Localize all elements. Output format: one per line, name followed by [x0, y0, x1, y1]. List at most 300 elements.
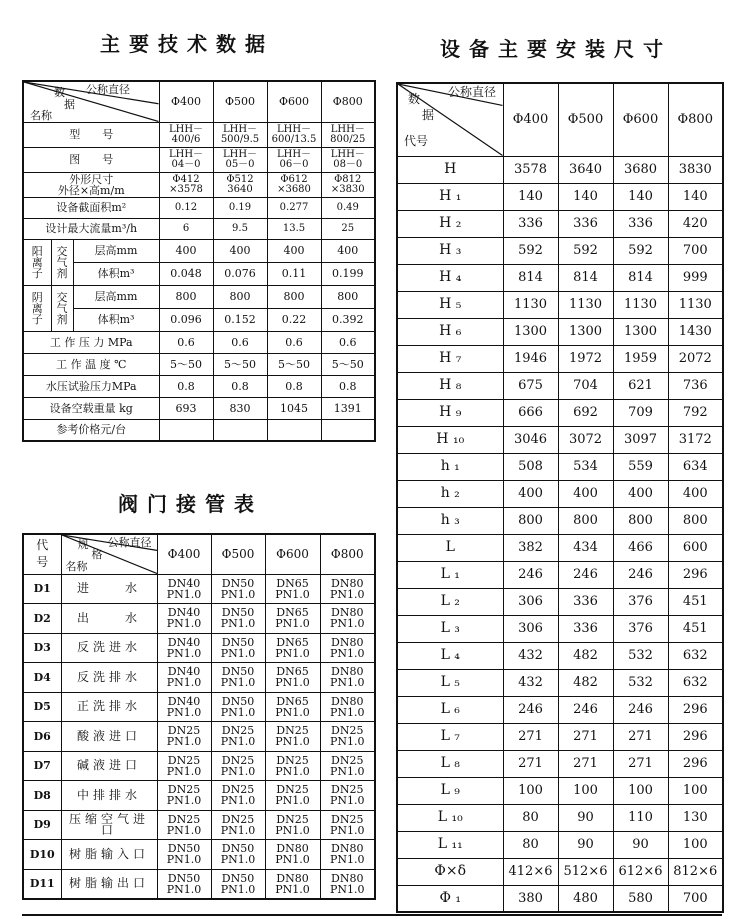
cell: 480 [558, 885, 613, 912]
valve-row [23, 574, 375, 604]
row-label: 图 号 [23, 147, 159, 172]
cell: DN80 PN1.0 [320, 574, 375, 604]
cell: 999 [668, 264, 723, 291]
valve-name: 进 水 [61, 574, 157, 604]
cell: DN40 PN1.0 [157, 633, 211, 663]
cell: 1300 [503, 318, 558, 345]
tech-row [23, 122, 375, 147]
valve-code: D4 [23, 663, 61, 693]
cell: 400 [267, 239, 321, 262]
valve-row [23, 722, 375, 752]
anion-label2: 交气剂 [51, 239, 73, 285]
cell: 675 [503, 372, 558, 399]
cell: 400 [613, 480, 668, 507]
bottom-rule [22, 914, 722, 916]
valve-code: D3 [23, 633, 61, 663]
cell: DN25 PN1.0 [211, 751, 265, 781]
cell: 90 [558, 831, 613, 858]
valve-table-title: 阀门接管表 [118, 492, 263, 516]
tech-row [23, 353, 375, 375]
install-row [397, 210, 723, 237]
header-name-label: 名称 [65, 560, 88, 573]
install-row [397, 642, 723, 669]
cell: 800 [321, 285, 375, 308]
valve-header-diagonal-cell [61, 534, 157, 574]
valve-row [23, 869, 375, 899]
cell: 2072 [668, 345, 723, 372]
valve-row [23, 840, 375, 870]
cell: 271 [613, 723, 668, 750]
cell: 0.048 [159, 262, 213, 285]
cell: DN80 PN1.0 [320, 604, 375, 634]
cell: 100 [558, 777, 613, 804]
valve-row [23, 604, 375, 634]
install-row [397, 156, 723, 183]
cell: 400 [321, 239, 375, 262]
install-row [397, 345, 723, 372]
tech-cation-layer-row [23, 285, 375, 308]
valve-name: 反洗进水 [61, 633, 157, 663]
cell: 0.22 [267, 308, 321, 331]
cell: DN25 PN1.0 [157, 751, 211, 781]
cell: 0.12 [159, 197, 213, 218]
code-label-1: 代 [36, 538, 49, 553]
cell: 800 [159, 285, 213, 308]
tech-anion-layer-row [23, 239, 375, 262]
cell: Φ812 ×3830 [321, 172, 375, 197]
valve-code: D11 [23, 869, 61, 899]
cell: 246 [613, 561, 668, 588]
install-code: H ₉ [397, 399, 503, 426]
header-code-label: 代号 [404, 134, 429, 148]
cell: 80 [503, 831, 558, 858]
cation-label: 阴离子 [23, 285, 51, 331]
install-row [397, 561, 723, 588]
cell: 140 [558, 183, 613, 210]
cell: 512×6 [558, 858, 613, 885]
cell: 559 [613, 453, 668, 480]
cell: 1300 [558, 318, 613, 345]
install-code: Φ ₁ [397, 885, 503, 912]
cell: 1972 [558, 345, 613, 372]
cell: LHH－ 08－0 [321, 147, 375, 172]
install-row [397, 480, 723, 507]
cell: DN25 PN1.0 [265, 751, 320, 781]
tech-cation-vol-row [23, 308, 375, 331]
cell: DN80 PN1.0 [320, 869, 375, 899]
cell: DN40 PN1.0 [157, 692, 211, 722]
valve-table [22, 533, 376, 900]
valve-row [23, 781, 375, 811]
valve-code: D1 [23, 574, 61, 604]
install-row [397, 534, 723, 561]
cell: 0.096 [159, 308, 213, 331]
cell: DN25 PN1.0 [211, 781, 265, 811]
cell: 80 [503, 804, 558, 831]
cell: 0.277 [267, 197, 321, 218]
cell: 532 [613, 669, 668, 696]
cell: DN50 PN1.0 [211, 692, 265, 722]
cell [159, 419, 213, 441]
cell: 0.19 [213, 197, 267, 218]
row-label: 参考价格元/台 [23, 419, 159, 441]
cell: 400 [558, 480, 613, 507]
row-label: 外形尺寸 外径×高m/m [23, 172, 159, 197]
cell: DN25 PN1.0 [157, 722, 211, 752]
valve-row [23, 633, 375, 663]
valve-name: 碱液进口 [61, 751, 157, 781]
cell: 466 [613, 534, 668, 561]
install-row [397, 399, 723, 426]
cell: DN65 PN1.0 [265, 692, 320, 722]
cell: DN80 PN1.0 [320, 663, 375, 693]
tech-row [23, 172, 375, 197]
cell: 1959 [613, 345, 668, 372]
cell: 792 [668, 399, 723, 426]
cell: DN25 PN1.0 [157, 810, 211, 840]
cell: 336 [613, 210, 668, 237]
cell: 451 [668, 615, 723, 642]
cell: 5～50 [267, 353, 321, 375]
cell: DN25 PN1.0 [320, 751, 375, 781]
cell: 400 [159, 239, 213, 262]
cell: 420 [668, 210, 723, 237]
header-data1-label: 数 [408, 92, 421, 106]
cell: DN80 PN1.0 [320, 633, 375, 663]
row-label: 工 作 温 度 ℃ [23, 353, 159, 375]
install-code: H ₅ [397, 291, 503, 318]
tech-data-table [22, 80, 376, 442]
install-code: H ₆ [397, 318, 503, 345]
install-row [397, 453, 723, 480]
install-row [397, 264, 723, 291]
install-code: Φ×δ [397, 858, 503, 885]
valve-code: D8 [23, 781, 61, 811]
install-code: L ₇ [397, 723, 503, 750]
cell: 336 [558, 615, 613, 642]
cell: 692 [558, 399, 613, 426]
install-code: H ₃ [397, 237, 503, 264]
cell: 1130 [558, 291, 613, 318]
tech-row [23, 375, 375, 397]
valve-col-header: Φ600 [265, 534, 320, 574]
cell: DN25 PN1.0 [320, 810, 375, 840]
cell: 592 [503, 237, 558, 264]
cell: 666 [503, 399, 558, 426]
valve-name: 出 水 [61, 604, 157, 634]
install-row [397, 696, 723, 723]
install-header-diagonal-cell [397, 83, 503, 156]
cell: DN40 PN1.0 [157, 663, 211, 693]
cell: 700 [668, 885, 723, 912]
header-spec2-label: 格 [91, 548, 103, 561]
cell: LHH－ 800/25 [321, 122, 375, 147]
cell: DN50 PN1.0 [211, 869, 265, 899]
cell: 380 [503, 885, 558, 912]
cell: 3680 [613, 156, 668, 183]
layer-height-label: 层高mm [73, 239, 159, 262]
cell: DN25 PN1.0 [265, 810, 320, 840]
install-col-header: Φ800 [668, 83, 723, 156]
install-row [397, 858, 723, 885]
cell: 376 [613, 615, 668, 642]
cell: 451 [668, 588, 723, 615]
valve-name: 压缩空气进口 [61, 810, 157, 840]
install-row [397, 777, 723, 804]
cell: 271 [503, 723, 558, 750]
cell: 6 [159, 218, 213, 239]
cell: 246 [558, 696, 613, 723]
tech-row [23, 397, 375, 419]
cell: LHH－ 06－0 [267, 147, 321, 172]
install-col-header: Φ500 [558, 83, 613, 156]
install-header-row [397, 83, 723, 156]
cell: 0.392 [321, 308, 375, 331]
cell: 1430 [668, 318, 723, 345]
cell: 296 [668, 750, 723, 777]
row-label: 设备空载重量 kg [23, 397, 159, 419]
cell: 271 [613, 750, 668, 777]
cell: Φ512 3640 [213, 172, 267, 197]
install-code: H ₁ [397, 183, 503, 210]
cell: 592 [558, 237, 613, 264]
cell: DN25 PN1.0 [157, 781, 211, 811]
install-row [397, 885, 723, 912]
cell: 306 [503, 615, 558, 642]
cell: 634 [668, 453, 723, 480]
cell: 0.8 [321, 375, 375, 397]
cell: 432 [503, 669, 558, 696]
valve-row [23, 810, 375, 840]
cell: 5～50 [159, 353, 213, 375]
cell: 0.076 [213, 262, 267, 285]
cell: 1045 [267, 397, 321, 419]
cell: 100 [613, 777, 668, 804]
cell: 140 [613, 183, 668, 210]
valve-code: D10 [23, 840, 61, 870]
cell: 700 [668, 237, 723, 264]
cell: 100 [668, 831, 723, 858]
install-row [397, 507, 723, 534]
cell: 9.5 [213, 218, 267, 239]
cell: 3172 [668, 426, 723, 453]
cell: 3097 [613, 426, 668, 453]
cell: 246 [503, 696, 558, 723]
cell: 382 [503, 534, 558, 561]
cell: 296 [668, 696, 723, 723]
volume-label: 体积m³ [73, 262, 159, 285]
install-row [397, 804, 723, 831]
cell: 140 [503, 183, 558, 210]
cell: LHH－ 04－0 [159, 147, 213, 172]
cell: DN50 PN1.0 [211, 663, 265, 693]
cell: 482 [558, 642, 613, 669]
cell: DN50 PN1.0 [211, 840, 265, 870]
cell: 0.6 [267, 331, 321, 353]
cell: LHH－ 400/6 [159, 122, 213, 147]
install-row [397, 426, 723, 453]
header-nominal-label: 公称直径 [107, 536, 152, 549]
cell: DN65 PN1.0 [265, 574, 320, 604]
install-code: H ₄ [397, 264, 503, 291]
cell: 1130 [613, 291, 668, 318]
cell: 376 [613, 588, 668, 615]
header-data2-label: 据 [422, 108, 435, 122]
cell: 1391 [321, 397, 375, 419]
install-row [397, 669, 723, 696]
cell: 632 [668, 669, 723, 696]
header-spec1-label: 规 [77, 538, 89, 551]
cell: 0.49 [321, 197, 375, 218]
install-row [397, 750, 723, 777]
cell: 800 [503, 507, 558, 534]
cell: 90 [558, 804, 613, 831]
cell: 812×6 [668, 858, 723, 885]
cell: 592 [613, 237, 668, 264]
install-code: L ₈ [397, 750, 503, 777]
cell: DN50 PN1.0 [211, 604, 265, 634]
install-code: H ₇ [397, 345, 503, 372]
cell: DN50 PN1.0 [157, 869, 211, 899]
tech-data-title: 主要技术数据 [100, 32, 274, 56]
cell: Φ612 ×3680 [267, 172, 321, 197]
valve-header-row [23, 534, 375, 574]
valve-code: D7 [23, 751, 61, 781]
valve-row [23, 751, 375, 781]
cell: 5～50 [321, 353, 375, 375]
cell: 3578 [503, 156, 558, 183]
install-code: L ₁ [397, 561, 503, 588]
cell: DN80 PN1.0 [320, 840, 375, 870]
install-row [397, 372, 723, 399]
cell: DN65 PN1.0 [265, 604, 320, 634]
cell: LHH－ 600/13.5 [267, 122, 321, 147]
cell: 600 [668, 534, 723, 561]
cell: 621 [613, 372, 668, 399]
cell: 736 [668, 372, 723, 399]
install-dims-title: 设备主要安装尺寸 [440, 37, 672, 61]
cell: DN25 PN1.0 [265, 781, 320, 811]
tech-row [23, 197, 375, 218]
install-code: L [397, 534, 503, 561]
valve-code: D9 [23, 810, 61, 840]
row-label: 水压试验压力MPa [23, 375, 159, 397]
cell: 1946 [503, 345, 558, 372]
install-row [397, 183, 723, 210]
cell: LHH－ 05－0 [213, 147, 267, 172]
cell: DN25 PN1.0 [320, 781, 375, 811]
cell: 271 [558, 750, 613, 777]
cell: DN80 PN1.0 [265, 840, 320, 870]
valve-name: 中排排水 [61, 781, 157, 811]
row-label: 设计最大流量m³/h [23, 218, 159, 239]
volume-label: 体积m³ [73, 308, 159, 331]
cell: 0.8 [213, 375, 267, 397]
cell: 632 [668, 642, 723, 669]
cell: DN80 PN1.0 [265, 869, 320, 899]
cell: 306 [503, 588, 558, 615]
cell: 140 [668, 183, 723, 210]
cell: 800 [213, 285, 267, 308]
cell: 25 [321, 218, 375, 239]
cell [267, 419, 321, 441]
cell: 693 [159, 397, 213, 419]
layer-height-label: 层高mm [73, 285, 159, 308]
valve-row [23, 663, 375, 693]
cell: 709 [613, 399, 668, 426]
cell: 1130 [668, 291, 723, 318]
cell: Φ412 ×3578 [159, 172, 213, 197]
cell: 13.5 [267, 218, 321, 239]
cell: 271 [558, 723, 613, 750]
valve-col-header: Φ800 [320, 534, 375, 574]
code-label-2: 号 [36, 555, 49, 570]
install-code: L ₅ [397, 669, 503, 696]
install-row [397, 291, 723, 318]
valve-name: 正洗排水 [61, 692, 157, 722]
cell: 90 [613, 831, 668, 858]
cell: 5～50 [213, 353, 267, 375]
cell: 508 [503, 453, 558, 480]
tech-anion-vol-row [23, 262, 375, 285]
valve-code-header [23, 534, 61, 574]
valve-code: D2 [23, 604, 61, 634]
valve-code: D5 [23, 692, 61, 722]
tech-header-row [23, 81, 375, 122]
install-row [397, 723, 723, 750]
install-code: H ₈ [397, 372, 503, 399]
cell: 0.11 [267, 262, 321, 285]
cell: 432 [503, 642, 558, 669]
cell: 3830 [668, 156, 723, 183]
cell [213, 419, 267, 441]
cell: LHH－ 500/9.5 [213, 122, 267, 147]
cell: 800 [668, 507, 723, 534]
valve-name: 树脂输出口 [61, 869, 157, 899]
cell: DN25 PN1.0 [265, 722, 320, 752]
cell: 814 [613, 264, 668, 291]
install-code: L ₁₁ [397, 831, 503, 858]
header-data2-label: 据 [64, 98, 75, 111]
install-code: L ₂ [397, 588, 503, 615]
install-row [397, 237, 723, 264]
cell: DN40 PN1.0 [157, 604, 211, 634]
cell: 1300 [613, 318, 668, 345]
cell: 3046 [503, 426, 558, 453]
cell: DN25 PN1.0 [320, 722, 375, 752]
tech-row [23, 331, 375, 353]
valve-name: 反洗排水 [61, 663, 157, 693]
tech-row [23, 218, 375, 239]
row-label: 设备截面积m² [23, 197, 159, 218]
cell: 246 [558, 561, 613, 588]
cell: 532 [613, 642, 668, 669]
cell: 296 [668, 561, 723, 588]
cell: 336 [503, 210, 558, 237]
cell: 534 [558, 453, 613, 480]
cell: 0.6 [213, 331, 267, 353]
row-label: 工 作 压 力 MPa [23, 331, 159, 353]
cell: DN25 PN1.0 [211, 722, 265, 752]
cell: 704 [558, 372, 613, 399]
install-code: L ₁₀ [397, 804, 503, 831]
valve-col-header: Φ500 [211, 534, 265, 574]
cell: 412×6 [503, 858, 558, 885]
install-code: L ₄ [397, 642, 503, 669]
cell: 0.6 [159, 331, 213, 353]
cell: 100 [503, 777, 558, 804]
valve-name: 树脂输入口 [61, 840, 157, 870]
